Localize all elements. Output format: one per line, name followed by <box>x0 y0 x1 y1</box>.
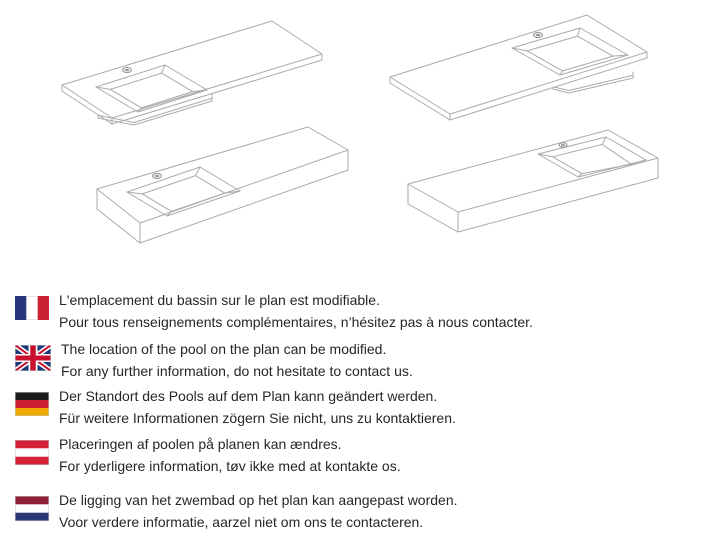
legend-line: De ligging van het zwembad op het plan kan aangepast worden. <box>59 492 458 508</box>
legend-row-english <box>15 339 413 382</box>
countertop-thick-basin-left <box>90 120 355 255</box>
legend-row-dutch <box>15 490 458 533</box>
legend-line: Pour tous renseignements complémentaires, n’hésitez pas à nous contacter. <box>59 313 533 330</box>
legend-line: For any further information, do not hesitate to contact us. <box>61 362 413 379</box>
legend-line: For yderligere information, tøv ikke med at kontakte os. <box>59 457 401 474</box>
legend-line: L'emplacement du bassin sur le plan est modifiable. <box>59 292 380 308</box>
countertop-thin-basin-left <box>55 12 330 132</box>
legend-line: Voor verdere informatie, aarzel niet om ons te contacteren. <box>59 513 424 530</box>
countertop-thin-basin-right <box>378 8 663 123</box>
legend-row-german <box>15 386 456 429</box>
flag-united-kingdom-icon <box>15 345 51 371</box>
legend-line: Placeringen af poolen på planen kan ændres. <box>59 436 342 452</box>
flag-germany-icon <box>15 392 49 416</box>
flag-austria-icon <box>15 440 49 465</box>
flag-netherlands-icon <box>15 496 49 521</box>
legend-line: Der Standort des Pools auf dem Plan kann geändert werden. <box>59 388 438 404</box>
legend-row-french <box>15 290 533 333</box>
legend-row-danish <box>15 434 401 477</box>
legend-line: Für weitere Informationen zögern Sie nicht, uns zu kontaktieren. <box>59 409 456 426</box>
legend-line: The location of the pool on the plan can be modified. <box>61 341 387 357</box>
flag-france-icon <box>15 296 49 320</box>
countertop-thick-basin-right <box>400 122 670 252</box>
